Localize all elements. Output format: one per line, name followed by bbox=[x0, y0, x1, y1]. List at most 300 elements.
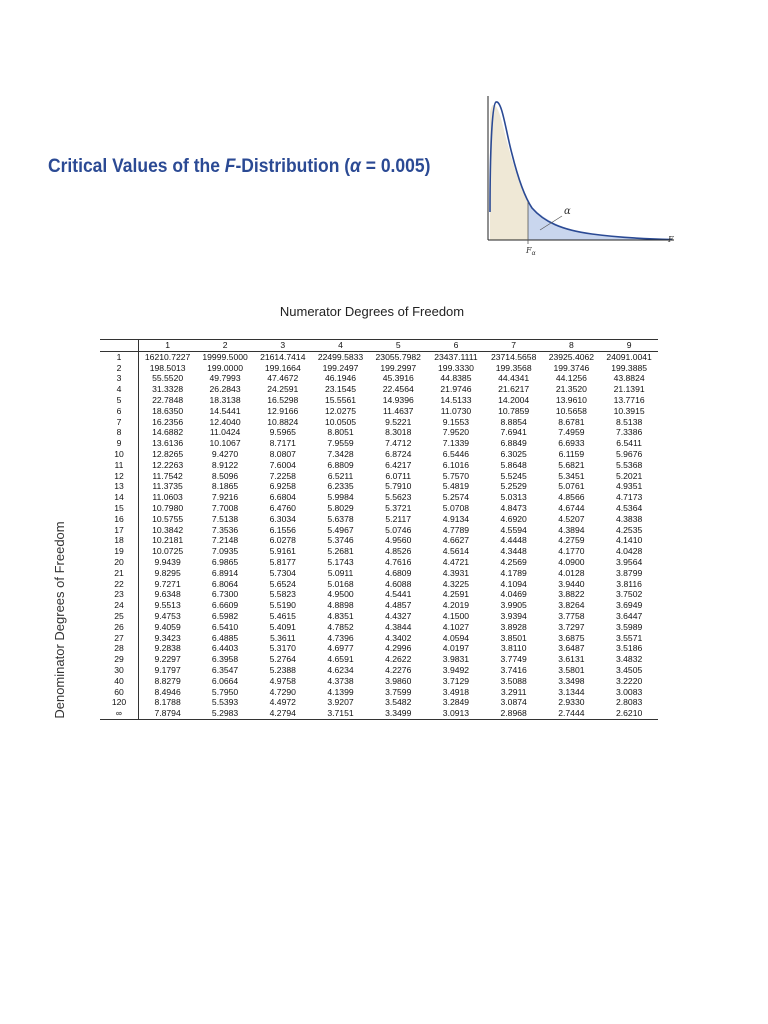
table-cell: 8.9122 bbox=[211, 459, 239, 470]
table-cell: 5.3170 bbox=[269, 643, 296, 654]
table-cell: 6.0711 bbox=[385, 470, 412, 481]
table-cell: 6.9258 bbox=[269, 481, 296, 492]
table-row bbox=[100, 676, 658, 687]
table-cell: 5.6821 bbox=[558, 459, 585, 470]
table-cell: 14.5133 bbox=[440, 394, 472, 405]
table-cell: 9.1553 bbox=[442, 416, 470, 427]
table-cell: 4.3448 bbox=[500, 546, 527, 557]
table-cell: 4.2276 bbox=[385, 664, 412, 675]
table-cell: 6.5410 bbox=[211, 621, 239, 632]
f-critical-values-table bbox=[100, 339, 658, 720]
table-cell: 199.3746 bbox=[553, 362, 590, 373]
table-cell: 24.2591 bbox=[267, 384, 299, 395]
table-cell: 4.8351 bbox=[327, 610, 354, 621]
table-cell: 5.2983 bbox=[196, 708, 254, 719]
table-cell: 3.7416 bbox=[500, 664, 527, 675]
table-cell: 12.2263 bbox=[152, 459, 184, 470]
table-row bbox=[100, 503, 658, 514]
table-cell: 5.8029 bbox=[327, 502, 354, 513]
table-cell: 3.7758 bbox=[558, 610, 585, 621]
row-df-label: 8 bbox=[100, 427, 139, 438]
table-cell: 8.1788 bbox=[154, 697, 181, 708]
table-cell: 5.5823 bbox=[269, 589, 296, 600]
table-cell: 47.4672 bbox=[267, 373, 299, 384]
table-cell: 5.2681 bbox=[327, 546, 354, 557]
table-cell: 4.5594 bbox=[500, 524, 527, 535]
table-cell: 5.0168 bbox=[327, 578, 354, 589]
table-cell: 5.0761 bbox=[558, 481, 585, 492]
table-cell: 5.2388 bbox=[269, 664, 296, 675]
table-cell: 46.1946 bbox=[324, 373, 357, 384]
row-df-label: 7 bbox=[100, 417, 139, 428]
table-cell: 4.6977 bbox=[327, 643, 354, 654]
table-cell: 5.8648 bbox=[500, 459, 527, 470]
column-header-9: 9 bbox=[600, 340, 658, 352]
table-cell: 6.6933 bbox=[558, 438, 585, 449]
column-header-1: 1 bbox=[139, 340, 197, 352]
table-cell: 3.9207 bbox=[327, 697, 354, 708]
table-cell: 7.7008 bbox=[211, 502, 239, 513]
table-cell: 5.2021 bbox=[615, 470, 643, 481]
table-cell: 9.7271 bbox=[154, 578, 181, 589]
table-cell: 6.8064 bbox=[211, 578, 239, 589]
table-cell: 8.5138 bbox=[615, 416, 643, 427]
table-cell: 6.8724 bbox=[385, 448, 412, 459]
table-row bbox=[100, 384, 658, 395]
row-df-label: 11 bbox=[100, 460, 139, 471]
table-cell: 21.1391 bbox=[613, 384, 645, 395]
table-cell: 8.6781 bbox=[558, 416, 585, 427]
table-cell: 49.7993 bbox=[209, 373, 241, 384]
table-cell: 4.3931 bbox=[442, 567, 470, 578]
table-cell: 31.3328 bbox=[152, 384, 184, 395]
table-cell: 9.2838 bbox=[154, 643, 181, 654]
table-cell: 23437.1111 bbox=[434, 351, 478, 362]
alpha-label: α bbox=[564, 206, 571, 217]
table-cell: 21614.7414 bbox=[260, 351, 306, 362]
row-df-label: 21 bbox=[100, 568, 139, 579]
table-row bbox=[100, 600, 658, 611]
table-cell: 5.9676 bbox=[615, 448, 643, 459]
table-cell: 16.2356 bbox=[152, 416, 184, 427]
table-cell: 3.9831 bbox=[442, 654, 470, 665]
table-row bbox=[100, 622, 658, 633]
table-cell: 4.4972 bbox=[269, 697, 296, 708]
table-cell: 10.0505 bbox=[324, 416, 357, 427]
row-df-label: 27 bbox=[100, 633, 139, 644]
table-cell: 13.6136 bbox=[152, 438, 184, 449]
table-cell: 9.9439 bbox=[154, 556, 181, 567]
table-cell: 7.3428 bbox=[327, 448, 354, 459]
column-header-5: 5 bbox=[369, 340, 427, 352]
table-cell: 6.0278 bbox=[269, 535, 296, 546]
table-cell: 4.2794 bbox=[254, 708, 312, 719]
table-cell: 3.7599 bbox=[385, 686, 412, 697]
table-cell: 4.0594 bbox=[442, 632, 470, 643]
table-cell: 4.5364 bbox=[615, 502, 643, 513]
table-cell: 11.0730 bbox=[440, 405, 472, 416]
table-cell: 4.9560 bbox=[385, 535, 412, 546]
table-cell: 7.9216 bbox=[211, 492, 239, 503]
row-df-label: 10 bbox=[100, 449, 139, 460]
table-cell: 4.2591 bbox=[442, 589, 470, 600]
table-cell: 3.7297 bbox=[558, 621, 585, 632]
table-cell: 6.1016 bbox=[442, 459, 470, 470]
table-cell: 18.6350 bbox=[152, 405, 184, 416]
row-df-label: 3 bbox=[100, 373, 139, 384]
table-cell: 3.5186 bbox=[615, 643, 643, 654]
table-cell: 43.8824 bbox=[613, 373, 645, 384]
table-cell: 2.8083 bbox=[615, 697, 643, 708]
table-cell: 14.5441 bbox=[209, 405, 241, 416]
table-cell: 10.1067 bbox=[209, 438, 241, 449]
row-df-label: 16 bbox=[100, 514, 139, 525]
row-df-label: 28 bbox=[100, 643, 139, 654]
table-cell: 3.0913 bbox=[427, 708, 485, 719]
table-body bbox=[100, 351, 658, 719]
table-cell: 4.6809 bbox=[385, 567, 412, 578]
table-cell: 7.3536 bbox=[211, 524, 239, 535]
table-cell: 13.9610 bbox=[555, 394, 587, 405]
table-cell: 3.5801 bbox=[558, 664, 585, 675]
f-alpha-label bbox=[525, 246, 536, 257]
table-cell: 9.6348 bbox=[154, 589, 181, 600]
table-cell: 16210.7227 bbox=[144, 351, 191, 362]
table-cell: 199.3330 bbox=[438, 362, 474, 373]
f-axis-label: F bbox=[668, 235, 674, 244]
table-row bbox=[100, 481, 658, 492]
row-df-label: 14 bbox=[100, 492, 139, 503]
table-cell: 11.3735 bbox=[152, 481, 183, 492]
table-cell: 4.8566 bbox=[558, 492, 585, 503]
table-cell: 3.8799 bbox=[615, 567, 643, 578]
table-cell: 3.4505 bbox=[615, 664, 643, 675]
table-row bbox=[100, 427, 658, 438]
table-cell: 8.8051 bbox=[327, 427, 354, 438]
table-cell: 8.4946 bbox=[154, 686, 181, 697]
table-cell: 5.0708 bbox=[442, 502, 470, 513]
table-cell: 4.3225 bbox=[442, 578, 470, 589]
table-cell: 199.0000 bbox=[207, 362, 243, 373]
table-cell: 14.9396 bbox=[382, 394, 414, 405]
table-cell: 5.3451 bbox=[558, 470, 585, 481]
table-cell: 5.5190 bbox=[269, 600, 296, 611]
table-cell: 3.4832 bbox=[615, 654, 643, 665]
table-cell: 21.9746 bbox=[440, 384, 472, 395]
table-cell: 24091.0041 bbox=[606, 351, 652, 362]
table-cell: 10.7859 bbox=[498, 405, 530, 416]
table-cell: 12.9166 bbox=[267, 405, 299, 416]
table-cell: 5.5368 bbox=[615, 459, 643, 470]
table-row bbox=[100, 579, 658, 590]
table-cell: 3.6447 bbox=[615, 610, 643, 621]
table-cell: 10.2181 bbox=[152, 535, 184, 546]
row-df-label: 25 bbox=[100, 611, 139, 622]
table-cell: 3.8116 bbox=[616, 578, 642, 589]
table-cell: 6.5982 bbox=[211, 610, 239, 621]
table-cell: 11.0424 bbox=[209, 427, 241, 438]
table-cell: 7.2258 bbox=[269, 470, 296, 481]
table-cell: 6.4403 bbox=[211, 643, 239, 654]
table-cell: 3.8928 bbox=[500, 621, 527, 632]
table-row bbox=[100, 633, 658, 644]
table-cell: 55.5520 bbox=[152, 373, 184, 384]
table-row bbox=[100, 708, 658, 719]
column-header-4: 4 bbox=[312, 340, 370, 352]
table-cell: 4.7290 bbox=[269, 686, 296, 697]
table-cell: 9.2297 bbox=[154, 654, 181, 665]
table-cell: 8.5096 bbox=[211, 470, 239, 481]
table-cell: 5.4091 bbox=[269, 621, 296, 632]
row-df-label: 17 bbox=[100, 525, 139, 536]
table-cell: 6.2335 bbox=[327, 481, 354, 492]
row-df-label: 1 bbox=[100, 351, 139, 362]
table-cell: 4.0900 bbox=[558, 556, 585, 567]
table-cell: 5.3721 bbox=[385, 502, 412, 513]
table-cell: 11.0603 bbox=[152, 492, 183, 503]
table-cell: 22.7848 bbox=[152, 394, 184, 405]
table-cell: 3.5571 bbox=[615, 632, 643, 643]
table-cell: 3.8501 bbox=[500, 632, 527, 643]
table-cell: 4.1399 bbox=[327, 686, 354, 697]
table-row bbox=[100, 449, 658, 460]
table-cell: 3.7129 bbox=[442, 675, 470, 686]
table-cell: 4.6920 bbox=[500, 513, 527, 524]
table-cell: 4.5441 bbox=[385, 589, 412, 600]
table-cell: 9.4270 bbox=[211, 448, 239, 459]
table-cell: 4.9758 bbox=[269, 675, 296, 686]
table-cell: 5.5245 bbox=[500, 470, 527, 481]
table-cell: 4.4448 bbox=[500, 535, 527, 546]
row-df-label: 13 bbox=[100, 481, 139, 492]
table-cell: 9.5221 bbox=[385, 416, 412, 427]
column-header-7: 7 bbox=[485, 340, 543, 352]
title-prefix: Critical Values of the bbox=[48, 156, 225, 177]
table-cell: 23055.7982 bbox=[375, 351, 421, 362]
table-cell: 4.2759 bbox=[558, 535, 585, 546]
table-cell: 3.3499 bbox=[369, 708, 427, 719]
table-cell: 4.1094 bbox=[500, 578, 527, 589]
table-cell: 5.2117 bbox=[385, 513, 412, 524]
table-cell: 6.8914 bbox=[211, 567, 239, 578]
table-cell: 5.4967 bbox=[327, 524, 354, 535]
table-cell: 3.6487 bbox=[558, 643, 585, 654]
table-cell: 5.3746 bbox=[327, 535, 354, 546]
table-cell: 5.7950 bbox=[211, 686, 239, 697]
table-cell: 6.0664 bbox=[211, 675, 239, 686]
table-cell: 21.6217 bbox=[498, 384, 530, 395]
table-cell: 4.7789 bbox=[442, 524, 470, 535]
table-cell: 4.8526 bbox=[385, 546, 412, 557]
table-cell: 45.3916 bbox=[382, 373, 414, 384]
table-row bbox=[100, 406, 658, 417]
table-cell: 6.3958 bbox=[211, 654, 239, 665]
table-cell: 5.9984 bbox=[327, 492, 354, 503]
table-row bbox=[100, 546, 658, 557]
table-cell: 7.1339 bbox=[442, 438, 470, 449]
table-cell: 3.0083 bbox=[615, 686, 643, 697]
table-cell: 14.6882 bbox=[152, 427, 184, 438]
left-area-fill bbox=[490, 105, 528, 240]
table-row bbox=[100, 568, 658, 579]
table-cell: 8.0807 bbox=[269, 448, 296, 459]
table-cell: 6.7300 bbox=[211, 589, 239, 600]
table-cell: 4.2535 bbox=[615, 524, 643, 535]
title-alpha-value: = 0.005) bbox=[360, 156, 431, 177]
table-cell: 9.8295 bbox=[154, 567, 181, 578]
table-cell: 5.7304 bbox=[269, 567, 296, 578]
table-cell: 6.3025 bbox=[500, 448, 527, 459]
table-cell: 21.3520 bbox=[555, 384, 587, 395]
table-cell: 5.6524 bbox=[269, 578, 296, 589]
table-cell: 6.3547 bbox=[211, 664, 239, 675]
row-df-label: 12 bbox=[100, 471, 139, 482]
table-row bbox=[100, 514, 658, 525]
table-cell: 7.2148 bbox=[211, 535, 239, 546]
table-row bbox=[100, 373, 658, 384]
table-cell: 4.3838 bbox=[615, 513, 643, 524]
table-cell: 6.4885 bbox=[211, 632, 239, 643]
table-cell: 23714.5658 bbox=[490, 351, 537, 362]
table-cell: 5.8177 bbox=[269, 556, 296, 567]
table-cell: 4.7396 bbox=[327, 632, 354, 643]
table-cell: 199.3568 bbox=[495, 362, 532, 373]
table-cell: 8.1865 bbox=[211, 481, 239, 492]
table-cell: 4.3894 bbox=[558, 524, 585, 535]
table-cell: 3.2849 bbox=[442, 697, 470, 708]
table-cell: 3.9492 bbox=[442, 664, 470, 675]
table-cell: 4.7852 bbox=[327, 621, 354, 632]
table-cell: 6.8849 bbox=[500, 438, 527, 449]
table-cell: 5.5393 bbox=[211, 697, 239, 708]
row-df-label: 18 bbox=[100, 535, 139, 546]
table-cell: 4.2569 bbox=[500, 556, 527, 567]
table-cell: 4.2019 bbox=[442, 600, 470, 611]
table-cell: 18.3138 bbox=[209, 394, 241, 405]
denominator-caption: Denominator Degrees of Freedom bbox=[52, 521, 67, 719]
row-df-label: 60 bbox=[100, 687, 139, 698]
row-df-label: 19 bbox=[100, 546, 139, 557]
table-cell: 11.4637 bbox=[383, 405, 414, 416]
table-cell: 4.9500 bbox=[327, 589, 354, 600]
table-cell: 5.9161 bbox=[269, 546, 296, 557]
table-cell: 3.6875 bbox=[558, 632, 585, 643]
table-cell: 4.8473 bbox=[500, 502, 527, 513]
table-cell: 6.9865 bbox=[211, 556, 239, 567]
title-alpha-symbol: α bbox=[350, 156, 361, 177]
table-cell: 199.3885 bbox=[611, 362, 648, 373]
table-row bbox=[100, 643, 658, 654]
column-header-6: 6 bbox=[427, 340, 485, 352]
table-cell: 6.6804 bbox=[269, 492, 296, 503]
table-row bbox=[100, 438, 658, 449]
table-cell: 5.1743 bbox=[327, 556, 354, 567]
table-cell: 5.7570 bbox=[442, 470, 470, 481]
table-cell: 3.1344 bbox=[558, 686, 585, 697]
f-alpha-letter: F bbox=[526, 246, 532, 255]
table-cell: 4.1500 bbox=[442, 610, 470, 621]
table-cell: 4.4327 bbox=[385, 610, 412, 621]
table-cell: 10.5755 bbox=[152, 513, 184, 524]
table-cell: 9.4753 bbox=[154, 610, 181, 621]
table-cell: 2.7444 bbox=[543, 708, 601, 719]
table-cell: 4.7173 bbox=[615, 492, 643, 503]
table-cell: 16.5298 bbox=[267, 394, 299, 405]
table-cell: 3.5989 bbox=[615, 621, 643, 632]
table-row bbox=[100, 492, 658, 503]
numerator-caption: Numerator Degrees of Freedom bbox=[279, 304, 465, 319]
table-cell: 4.3402 bbox=[385, 632, 412, 643]
table-cell: 6.3034 bbox=[269, 513, 296, 524]
row-df-label: 120 bbox=[100, 697, 139, 708]
table-row bbox=[100, 665, 658, 676]
table-cell: 23925.4062 bbox=[548, 351, 595, 362]
table-cell: 5.2574 bbox=[442, 492, 470, 503]
table-cell: 44.8385 bbox=[440, 373, 472, 384]
table-cell: 199.1664 bbox=[264, 362, 301, 373]
table-cell: 3.7151 bbox=[312, 708, 370, 719]
table-cell: 5.5623 bbox=[385, 492, 412, 503]
table-cell: 23.1545 bbox=[324, 384, 357, 395]
row-df-label: 5 bbox=[100, 395, 139, 406]
table-cell: 4.9351 bbox=[615, 481, 643, 492]
column-header-3: 3 bbox=[254, 340, 312, 352]
table-row bbox=[100, 557, 658, 568]
table-row bbox=[100, 363, 658, 374]
table-cell: 3.9905 bbox=[500, 600, 527, 611]
table-cell: 198.5013 bbox=[149, 362, 186, 373]
row-df-label: 23 bbox=[100, 589, 139, 600]
table-row bbox=[100, 417, 658, 428]
table-cell: 8.8279 bbox=[154, 675, 181, 686]
row-df-label: 40 bbox=[100, 676, 139, 687]
table-cell: 4.1789 bbox=[500, 567, 527, 578]
table-cell: 5.4819 bbox=[442, 481, 470, 492]
table-cell: 7.4959 bbox=[558, 427, 585, 438]
table-cell: 3.5482 bbox=[385, 697, 412, 708]
table-cell: 12.0275 bbox=[324, 405, 357, 416]
table-cell: 4.0128 bbox=[558, 567, 585, 578]
table-cell: 14.2004 bbox=[498, 394, 530, 405]
table-cell: 4.4721 bbox=[442, 556, 470, 567]
row-df-label: 6 bbox=[100, 406, 139, 417]
table-cell: 4.6088 bbox=[385, 578, 412, 589]
table-cell: 9.1797 bbox=[154, 664, 181, 675]
row-df-label: 2 bbox=[100, 363, 139, 374]
row-df-label: ∞ bbox=[100, 708, 139, 719]
table-cell: 10.0725 bbox=[152, 546, 184, 557]
column-header-2: 2 bbox=[196, 340, 254, 352]
table-cell: 11.7542 bbox=[152, 470, 183, 481]
table-cell: 3.9564 bbox=[615, 556, 643, 567]
table-cell: 12.4040 bbox=[209, 416, 241, 427]
table-cell: 2.8968 bbox=[485, 708, 543, 719]
table-cell: 4.0469 bbox=[500, 589, 527, 600]
table-cell: 3.2911 bbox=[500, 686, 527, 697]
table-row bbox=[100, 471, 658, 482]
table-row bbox=[100, 460, 658, 471]
title-f-italic: F bbox=[224, 156, 236, 177]
table-cell: 6.1556 bbox=[269, 524, 296, 535]
table-cell: 6.4217 bbox=[385, 459, 412, 470]
table-cell: 5.3611 bbox=[269, 632, 296, 643]
row-df-label: 24 bbox=[100, 600, 139, 611]
table-cell: 4.9134 bbox=[442, 513, 470, 524]
table-cell: 4.2996 bbox=[385, 643, 412, 654]
table-cell: 6.4760 bbox=[269, 502, 296, 513]
table-cell: 10.8824 bbox=[267, 416, 299, 427]
table-row bbox=[100, 535, 658, 546]
